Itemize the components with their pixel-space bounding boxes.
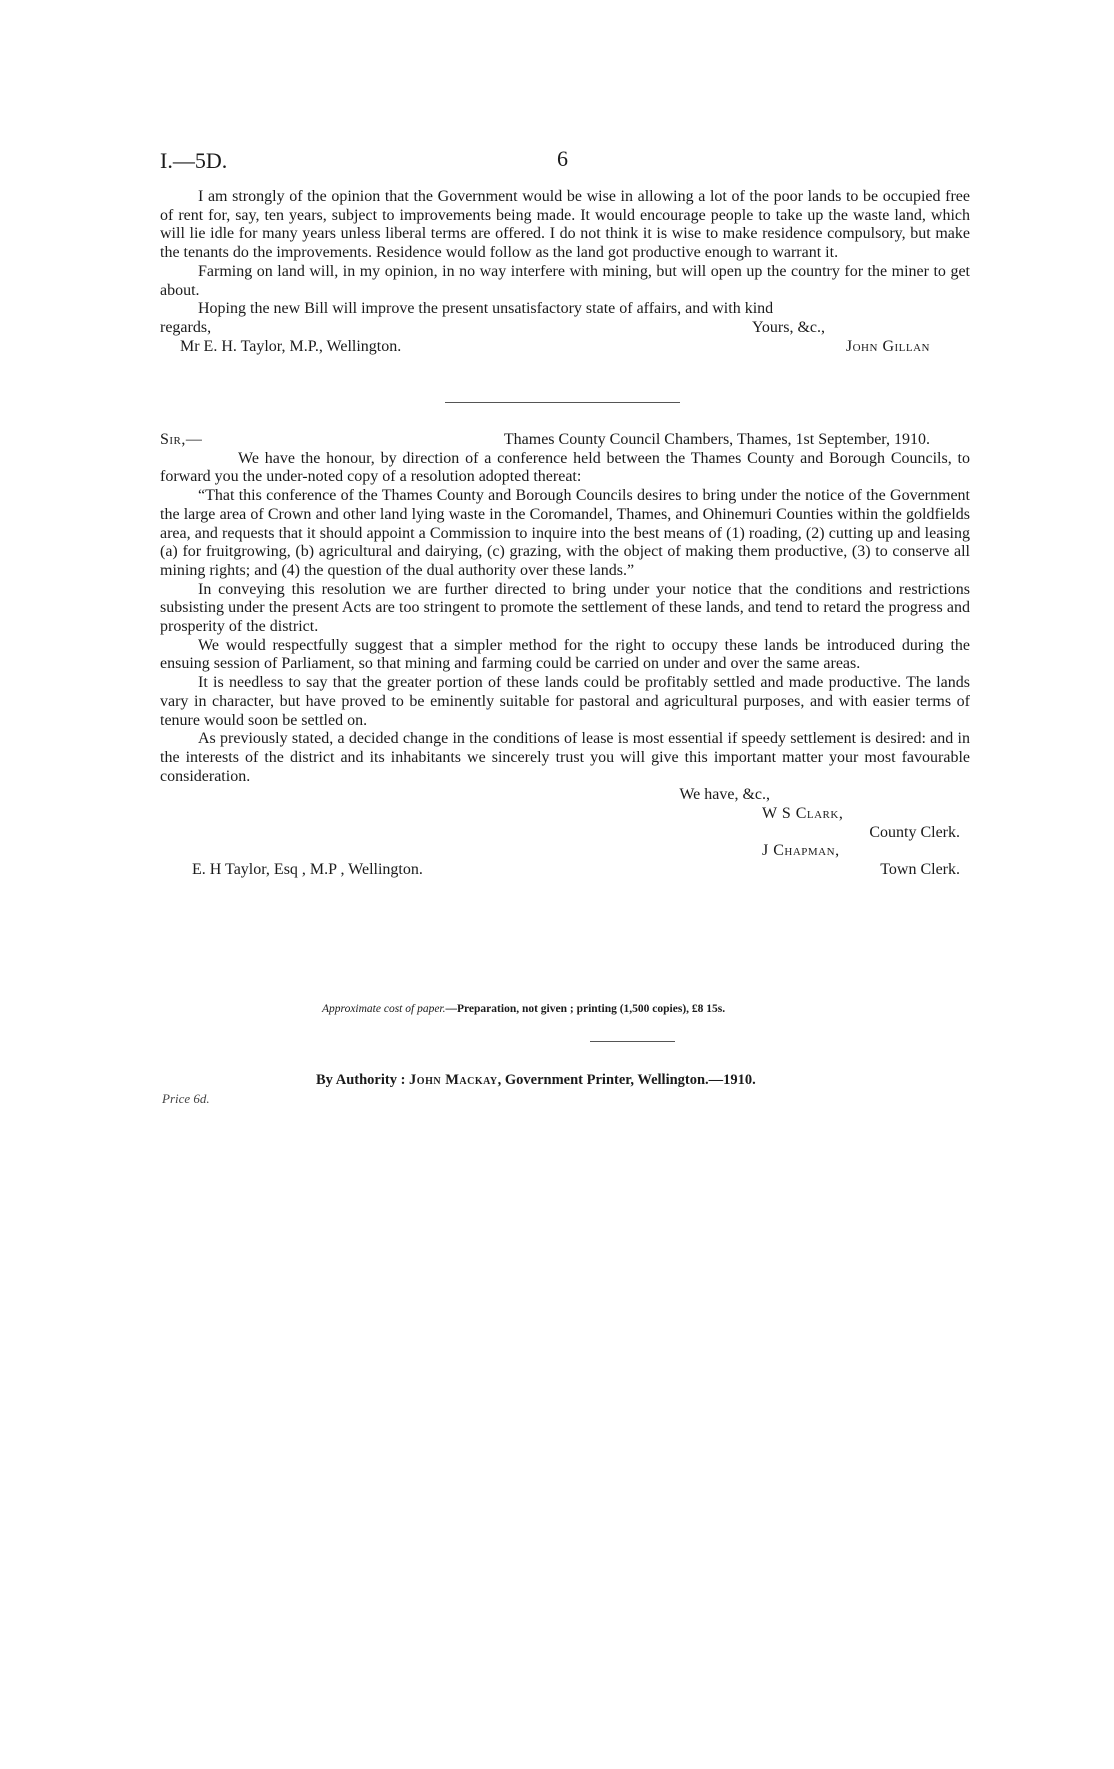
letter2-paragraph-6: As previously stated, a decided change in the conditions of lease is most essential if speedy settlement is desired: and in the interests of the district and its inhabitants we sincerely trust you will give this important matter your most favourable consideration.: [160, 730, 970, 785]
cost-text: —Preparation, not given ; printing (1,500 copies), £8 15s.: [445, 1003, 726, 1015]
letter2-closing: We have, &c.,: [679, 786, 770, 804]
cost-note: [322, 1003, 725, 1015]
letter1-addressee: Mr E. H. Taylor, M.P., Wellington.: [180, 337, 402, 355]
letter2-salutation: Sir,—: [160, 431, 203, 448]
letter2-addressee: E. H Taylor, Esq , M.P , Wellington.: [192, 861, 423, 879]
letter-gillan: [160, 188, 970, 356]
authority-line: [316, 1072, 756, 1089]
printer-name: John Mackay: [409, 1072, 498, 1088]
letter1-address-row: [160, 338, 970, 357]
letter2-signatory1-title: County Clerk.: [869, 823, 960, 841]
letter2-paragraph-4: We would respectfully suggest that a simpler method for the right to occupy these lands be introduced during the ensuing session of Parliament, so that mining and farming could be carried on under and over the same areas.: [160, 636, 970, 673]
price: Price 6d.: [162, 1091, 210, 1106]
section-divider: [445, 402, 680, 403]
letter1-paragraph-2: Farming on land will, in my opinion, in no way interfere with mining, but will open up the country for the miner to get about.: [160, 262, 970, 299]
letter1-paragraph-3: Hoping the new Bill will improve the present unsatisfactory state of affairs, and with kind: [198, 300, 774, 318]
letter2-signatory2-title: Town Clerk.: [880, 861, 960, 879]
letter2-heading-row: [160, 431, 970, 450]
document-reference: I.—5D.: [160, 148, 228, 173]
footer-divider: [590, 1041, 675, 1042]
letter2-dateline: Thames County Council Chambers, Thames, 1st September, 1910.: [503, 431, 930, 448]
letter2-signatory1-name: W S Clark,: [762, 805, 844, 823]
letter1-paragraph-1: I am strongly of the opinion that the Government would be wise in allowing a lot of the poor lands to be occupied free of rent for, say, ten years, subject to improvements being made. It would encourage people to take up the waste land, which will lie idle for many years unless liberal terms are offered. I do not think it is wise to make residence compulsory, but make the tenants do the improvements. Residence would follow as the land got productive enough to warrant it.: [160, 188, 970, 262]
letter1-closing-row: [160, 319, 970, 338]
authority-suffix: , Government Printer, Wellington.—1910.: [497, 1072, 756, 1088]
page-number: 6: [557, 146, 568, 171]
letter1-closing: Yours, &c.,: [751, 318, 825, 336]
letter2-address-row: [160, 861, 970, 880]
letter1-regards: regards,: [160, 318, 212, 336]
letter2-paragraph-1: We have the honour, by direction of a conference held between the Thames County and Borough Councils, to forward you the under-noted copy of a resolution adopted thereat:: [160, 449, 970, 486]
letter2-paragraph-3: In conveying this resolution we are further directed to bring under your notice that the conditions and restrictions subsisting under the present Acts are too stringent to promote the settlement of these lands, and tend to retard the progress and prosperity of the district.: [160, 580, 970, 636]
letter-thames-council: [160, 431, 970, 880]
letter2-closing-row: [160, 786, 970, 805]
letter2-signatory2-name: J Chapman,: [762, 842, 840, 860]
cost-label: Approximate cost of paper.: [322, 1003, 446, 1015]
letter2-resolution: “That this conference of the Thames County and Borough Councils desires to bring under the notice of the Government the large area of Crown and other land lying waste in the Coromandel, Thames, and Ohinemuri Counties within the goldfields area, and requests that it should appoint a Commission to inquire into the best means of (1) roading, (2) cutting up and leasing (a) for fruitgrowing, (b) agricultural and dairying, (c) grazing, with the object of making them productive, (3) to conserve all mining rights; and (4) the question of the dual authority over these lands.”: [160, 487, 970, 579]
letter1-signatory: John Gillan: [845, 337, 930, 355]
authority-prefix: By Authority :: [316, 1072, 406, 1088]
letter2-paragraph-5: It is needless to say that the greater portion of these lands could be profitably settled and made productive. The lands vary in character, but have proved to be eminently suitable for pastoral and agricultural purposes, and with easier terms of tenure would soon be settled on.: [160, 674, 970, 729]
